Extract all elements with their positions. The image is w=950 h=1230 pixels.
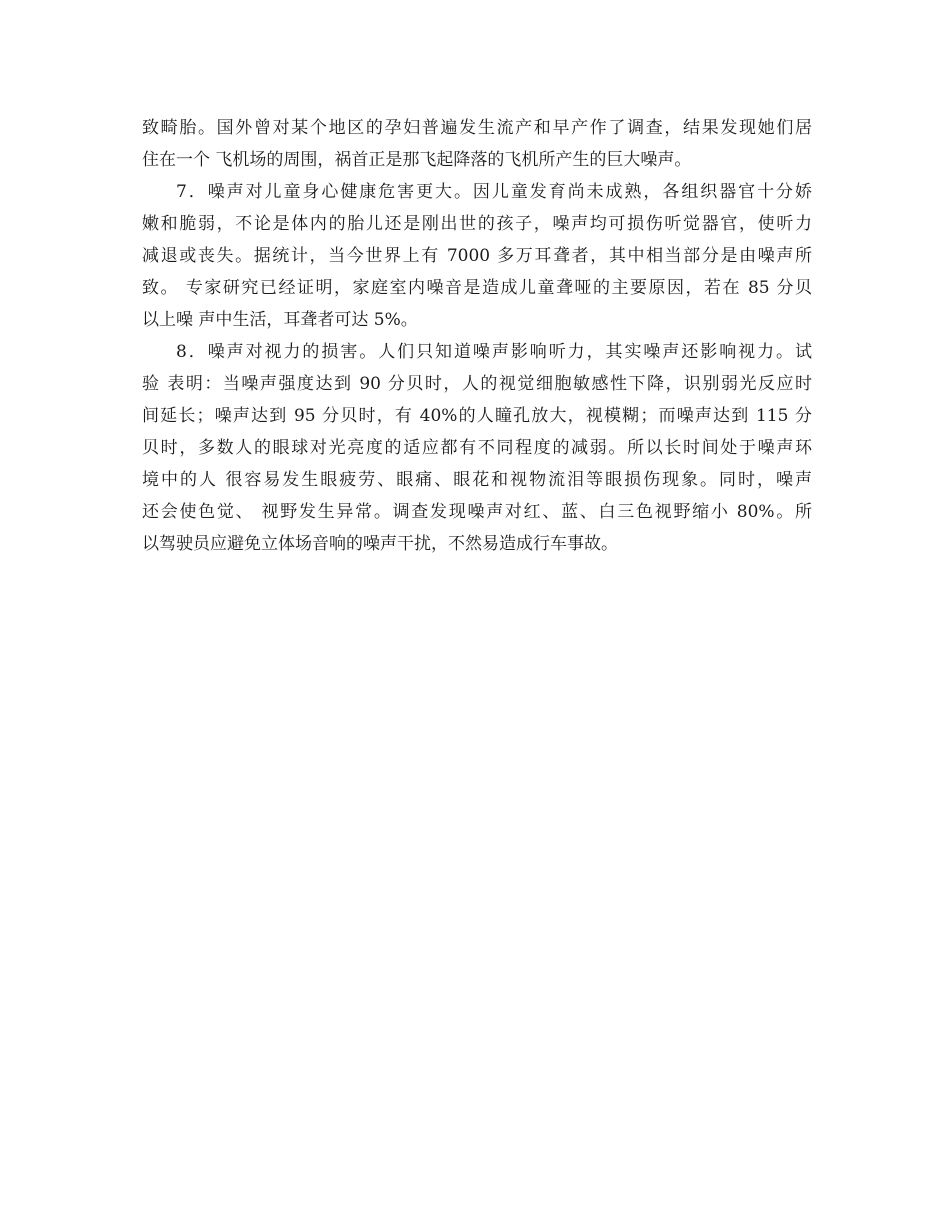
text-line: 致。 专家研究已经证明，家庭室内噪音是造成儿童聋哑的主要原因，若在 85 分贝 — [142, 278, 812, 298]
text-line: 境中的人 很容易发生眼疲劳、眼痛、眼花和视物流泪等眼损伤现象。同时，噪声 — [142, 470, 812, 490]
paragraph-continuation — [142, 112, 812, 176]
text-line: 验 表明：当噪声强度达到 90 分贝时，人的视觉细胞敏感性下降，识别弱光反应时 — [142, 374, 812, 394]
text-line: 间延长；噪声达到 95 分贝时，有 40%的人瞳孔放大，视模糊；而噪声达到 115 分 — [142, 406, 812, 426]
text-line: 8．噪声对视力的损害。人们只知道噪声影响听力，其实噪声还影响视力。试 — [176, 342, 812, 362]
text-line: 7．噪声对儿童身心健康危害更大。因儿童发育尚未成熟，各组织器官十分娇 — [176, 182, 812, 202]
text-line: 贝时，多数人的眼球对光亮度的适应都有不同程度的减弱。所以长时间处于噪声环 — [142, 438, 812, 458]
paragraph-children-health — [142, 176, 812, 336]
text-line: 致畸胎。国外曾对某个地区的孕妇普遍发生流产和早产作了调查，结果发现她们居 — [142, 118, 812, 138]
text-line: 住在一个 飞机场的周围，祸首正是那飞起降落的飞机所产生的巨大噪声。 — [142, 150, 692, 170]
text-line: 以驾驶员应避免立体场音响的噪声干扰，不然易造成行车事故。 — [142, 534, 618, 554]
document-body — [142, 112, 812, 560]
text-line: 以上噪 声中生活，耳聋者可达 5%。 — [142, 310, 418, 330]
text-line: 嫩和脆弱，不论是体内的胎儿还是刚出世的孩子，噪声均可损伤听觉器官，使听力 — [142, 214, 812, 234]
text-line: 还会使色觉、 视野发生异常。调查发现噪声对红、蓝、白三色视野缩小 80%。所 — [142, 502, 812, 522]
text-line: 减退或丧失。据统计，当今世界上有 7000 多万耳聋者，其中相当部分是由噪声所 — [142, 246, 812, 266]
paragraph-vision-damage — [142, 336, 812, 560]
